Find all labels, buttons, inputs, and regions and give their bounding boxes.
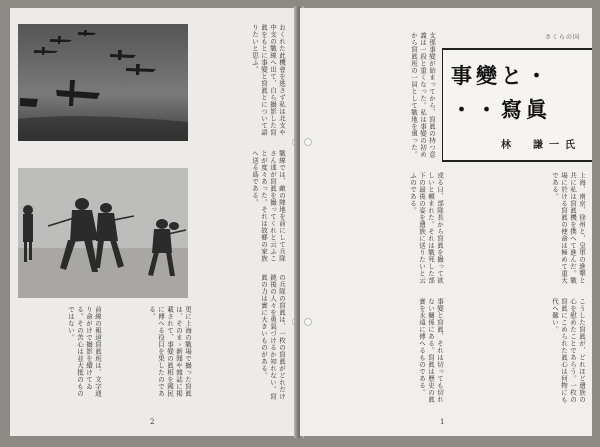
- left-body-column-c: の兵隊の寫眞は、一枚の寫眞がどれだけ銃後の人々を勇氣づけるか知れない。寫眞の力は實に大きいものがある。: [260, 274, 286, 400]
- article-author: 林 謙一氏: [501, 140, 581, 151]
- left-body-column-a: おくれた此機會を逃さず私は北支や中支の戰線へ出て、自ら撮影した寫眞をもとに事變と寫眞とについて語りたいと思ふ。: [251, 24, 286, 136]
- right-body-column-b: 上海、南京、徐州と、皇軍の進撃と共に私は寫眞機を携へて進んだ。戰場に於ける寫眞の使命は極めて重大である。: [551, 172, 586, 284]
- soldiers-advancing-photo: [18, 168, 188, 298]
- article-title-block: [442, 48, 592, 162]
- running-head: さくらの国: [544, 34, 580, 41]
- binding-hole: [304, 318, 312, 326]
- page-number-left: 2: [150, 418, 155, 426]
- left-body-column-e: 前線の報道寫眞班は、文字通り命がけで撮影を續けてゐる。その苦心は並大抵のものではない。: [67, 306, 102, 397]
- left-body-column-d: 更に上海の戰場で撮った寫眞は、そのまゝ新聞や雜誌に掲載されて、事變の眞相を國民に傳へる役目を果したのである。: [148, 306, 192, 397]
- page-number-right: 1: [440, 418, 445, 426]
- right-body-column-c: 或る日、部隊長から寫眞を撮って欲しいと頼まれた。それは戰死した部下の最後の姿を遺族に送りたいと云ふのである。: [409, 172, 444, 284]
- aircraft-formation-photo: [18, 24, 188, 141]
- article-title-line-1: 事變と・: [451, 63, 551, 88]
- right-body-column-a: 支那事變が始まってから、寫眞の持つ意義は一段と重くなった。私は事變の初めから寫眞班の一員として戰地を廻った。: [410, 32, 436, 158]
- binding-hole: [304, 138, 312, 146]
- article-title-line-2: ・・寫眞: [451, 97, 551, 122]
- right-body-column-e: 事變と寫眞、それは切っても切れない關係にある。寫眞は歷史の眞實を永遠に傳へるものである。: [418, 298, 444, 403]
- right-body-column-d: こうした寫眞が、どれほど遺族の心を慰めたことであらう。一枚の寫眞にこめられた眞心は何物にも代へ難い。: [551, 298, 586, 403]
- right-page: [300, 8, 592, 436]
- left-body-column-b: 戰線では、敵の陣地を前にして兵隊さん達が寫眞を撮ってくれと云ふことが度々あった。それは故郷の家族へ送る爲である。: [251, 150, 286, 262]
- left-page: [10, 8, 296, 436]
